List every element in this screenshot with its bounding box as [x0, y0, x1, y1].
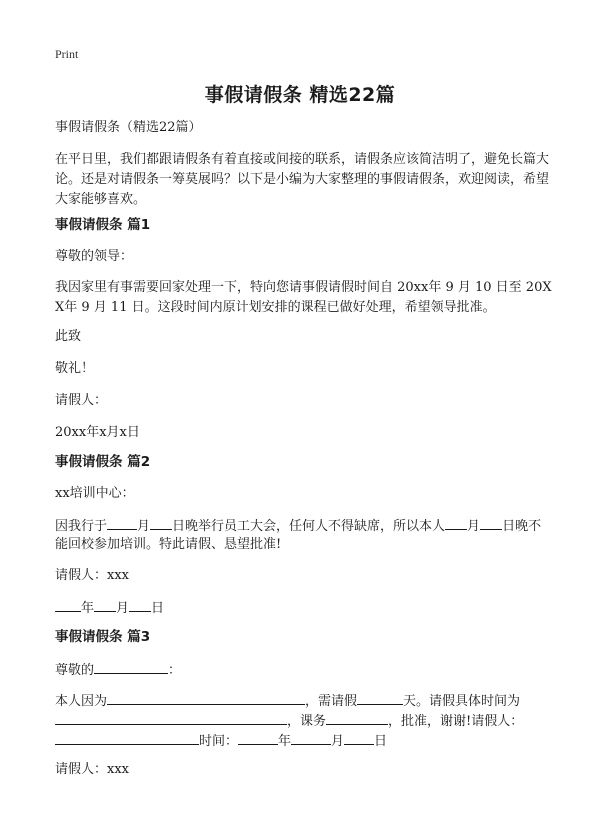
- date-year: 年: [81, 601, 95, 616]
- section2-salutation: xx培训中心：: [55, 486, 135, 501]
- section3-line3: [55, 730, 550, 752]
- section3-text: 天。请假具体时间为: [403, 694, 521, 709]
- section1-closing1: 此致: [55, 329, 82, 344]
- section3-heading: 事假请假条 篇3: [55, 629, 151, 645]
- section1-body: 我因家里有事需要回家处理一下，特向您请事假请假时间自 20xx年 9 月 10 日至 20XX年 9 月 11 日。这段时间内原计划安排的课程已做好处理，希望领导批准。: [55, 280, 552, 315]
- section3-line1: [55, 690, 550, 712]
- blank-line: [238, 730, 278, 745]
- blank-line: [150, 515, 172, 530]
- section3-text: 尊敬的: [55, 663, 95, 678]
- blank-line: [55, 597, 81, 612]
- section1-date: 20xx年x月x日: [55, 425, 140, 440]
- section2-text: 日晚不: [502, 519, 542, 534]
- blank-line: [291, 730, 331, 745]
- section2-text: 日晚举行员工大会，任何人不得缺席，所以本人: [172, 519, 446, 534]
- section1-closing2: 敬礼！: [55, 361, 95, 376]
- blank-line: [55, 710, 287, 725]
- blank-line: [107, 515, 137, 530]
- blank-line: [107, 690, 305, 705]
- section3-text: 月: [331, 734, 345, 749]
- blank-line: [55, 730, 199, 745]
- section3-text: 时间：: [199, 734, 239, 749]
- section3-text: ，批准，谢谢!请假人：: [388, 714, 524, 729]
- blank-line: [326, 710, 388, 725]
- section2-heading: 事假请假条 篇2: [55, 454, 151, 470]
- blank-line: [94, 597, 116, 612]
- section3-text: ，课务: [287, 714, 327, 729]
- date-day: 日: [151, 601, 165, 616]
- section2-text: 月: [137, 519, 151, 534]
- section3-text: ：: [168, 663, 182, 678]
- blank-line: [94, 659, 168, 674]
- section3-signer: 请假人：xxx: [55, 762, 129, 777]
- date-month: 月: [116, 601, 130, 616]
- section3-text: 日: [374, 734, 388, 749]
- section1-salutation: 尊敬的领导：: [55, 249, 134, 264]
- section2-signer: 请假人：xxx: [55, 568, 129, 583]
- blank-line: [344, 730, 374, 745]
- print-label: Print: [55, 47, 79, 61]
- section2-text: 因我行于: [55, 519, 108, 534]
- section2-body-line2: 能回校参加培训。特此请假、恳望批准!: [55, 537, 282, 552]
- blank-line: [357, 690, 403, 705]
- section1-heading: 事假请假条 篇1: [55, 217, 151, 233]
- blank-line: [129, 597, 151, 612]
- intro-subtitle: 事假请假条（精选22篇）: [55, 120, 202, 135]
- section3-text: 本人因为: [55, 694, 108, 709]
- section3-salutation: [55, 659, 550, 681]
- blank-line: [445, 515, 467, 530]
- section1-signer: 请假人：: [55, 393, 108, 408]
- section2-body-line1: [55, 515, 550, 537]
- blank-line: [480, 515, 502, 530]
- section2-date: [55, 597, 550, 619]
- section3-text: ，需请假: [305, 694, 358, 709]
- section2-text: 月: [467, 519, 481, 534]
- section3-line2: [55, 710, 550, 732]
- section3-text: 年: [278, 734, 292, 749]
- document-title: 事假请假条 精选22篇: [204, 84, 396, 106]
- intro-paragraph: 在平日里，我们都跟请假条有着直接或间接的联系，请假条应该简洁明了，避免长篇大论。还是对请假条一筹莫展吗？以下是小编为大家整理的事假请假条，欢迎阅读，希望大家能够喜欢。: [55, 152, 550, 207]
